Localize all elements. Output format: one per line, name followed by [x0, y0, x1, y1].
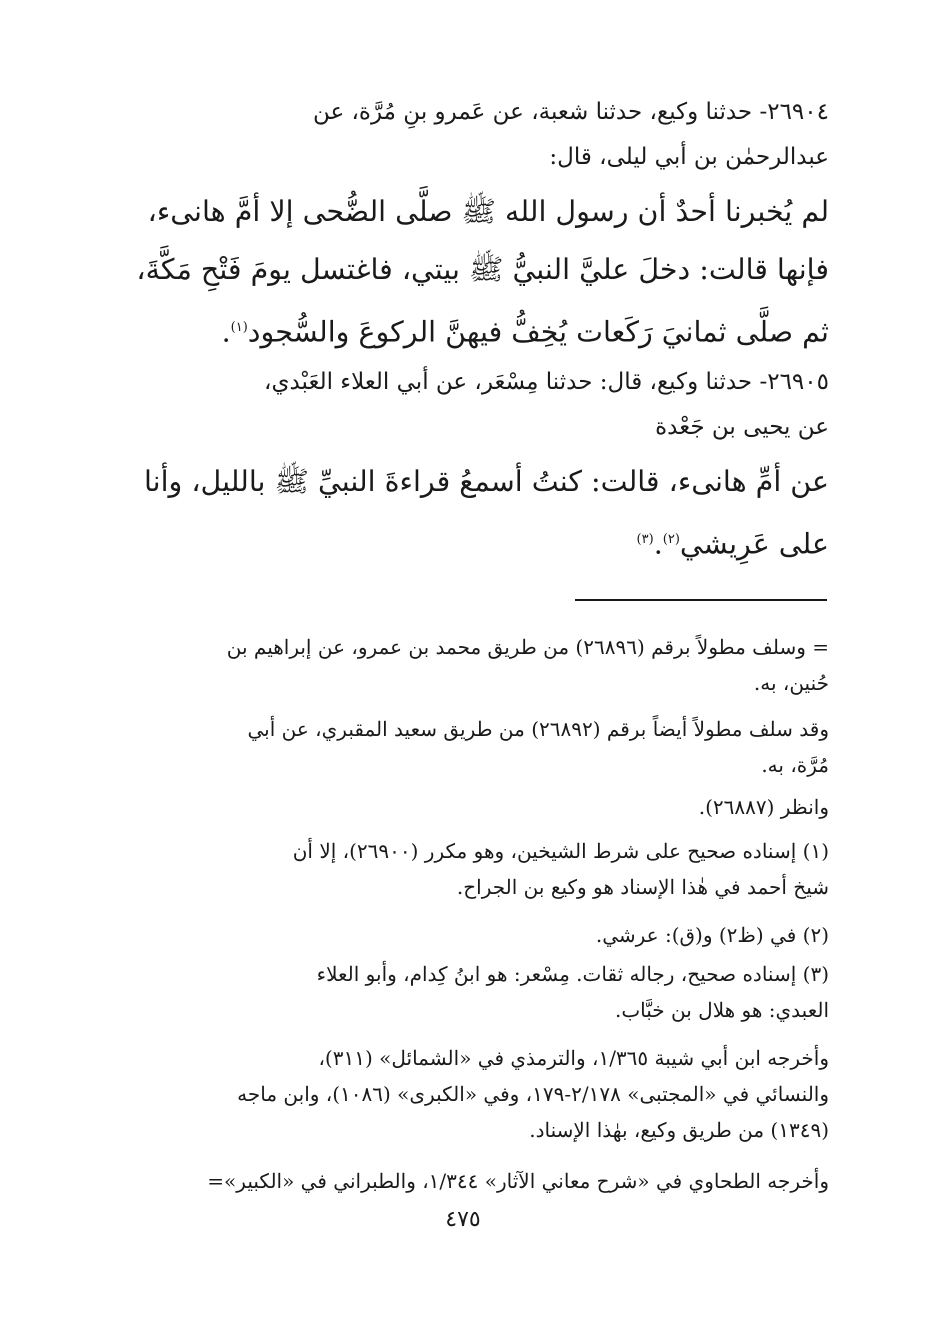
text-line: وقد سلف مطولاً أيضاً برقم (٢٦٨٩٢) من طريق سعيد المقبري، عن أبي: [247, 717, 829, 741]
footnote-continuation-3: [94, 789, 829, 825]
text-line: وأخرجه الطحاوي في «شرح معاني الآثار» ١/٣٤٤، والطبراني في «الكبير»=: [207, 1169, 829, 1193]
footnote-ref: (١): [230, 320, 248, 335]
text-line: (١) إسناده صحيح على شرط الشيخين، وهو مكرر (٢٦٩٠٠)، إلا أن: [292, 839, 829, 863]
text-line: ٢٦٩٠٤- حدثنا وكيع، حدثنا شعبة، عن عَمرو بنِ مُرَّة، عن: [312, 99, 829, 125]
text-line: لم يُخبرنا أحدٌ أن رسول الله ﷺ صلَّى الضُّحى إلا أمَّ هانىء،: [147, 195, 829, 228]
footnote-1: [94, 833, 829, 905]
text-line: فإنها قالت: دخلَ عليَّ النبيُّ ﷺ بيتي، فاغتسل يومَ فَتْحِ مَكَّةَ،: [136, 253, 829, 286]
text-line: وانظر (٢٦٨٨٧).: [698, 795, 829, 819]
hadith-26905-isnad: [94, 360, 829, 450]
page-number: ٤٧٥: [445, 1207, 481, 1232]
footnote-continuation: [94, 629, 829, 701]
text-run: .: [221, 315, 231, 349]
text-line: (٢) في (ظ٢) و(ق): عرشي.: [595, 923, 829, 947]
footnote-ref: (٣): [636, 532, 654, 547]
footnote-3-takhrij: [94, 1040, 829, 1148]
text-line: مُرَّة، به.: [761, 753, 829, 777]
footnote-3: [94, 956, 829, 1028]
text-line: حُنين، به.: [753, 671, 829, 695]
text-line: عن يحيى بن جَعْدة: [655, 414, 829, 440]
hadith-26905-matn: [94, 453, 829, 574]
text-line: عبدالرحمٰن بن أبي ليلى، قال:: [549, 144, 829, 170]
footnote-3-takhrij-2: [94, 1163, 829, 1199]
text-run: .: [653, 527, 663, 561]
hadith-26904-isnad: [94, 90, 829, 180]
footnote-2: [94, 917, 829, 953]
footnote-separator: [575, 599, 827, 601]
text-line: العبدي: هو هلال بن خبَّاب.: [614, 998, 829, 1022]
text-line: (٣) إسناده صحيح، رجاله ثقات. مِسْعر: هو ابنُ كِدام، وأبو العلاء: [316, 962, 829, 986]
text-line: [94, 511, 829, 574]
text-run: على عَرِيشي: [679, 527, 829, 561]
text-line: = وسلف مطولاً برقم (٢٦٨٩٦) من طريق محمد بن عمرو، عن إبراهيم بن: [226, 635, 829, 659]
text-line: والنسائي في «المجتبى» ٢/١٧٨-١٧٩، وفي «الكبرى» (١٠٨٦)، وابن ماجه: [237, 1082, 829, 1106]
text-line: عن أمِّ هانىء، قالت: كنتُ أسمعُ قراءةَ النبيِّ ﷺ بالليل، وأنا: [143, 465, 829, 498]
text-line: [94, 299, 829, 362]
text-run: ثم صلَّى ثمانيَ رَكَعات يُخِفُّ فيهنَّ الركوعَ والسُّجود: [247, 315, 829, 349]
footnote-ref: (٢): [662, 532, 680, 547]
footnote-continuation-2: [94, 711, 829, 783]
hadith-26904-matn: [94, 183, 829, 362]
text-line: شيخ أحمد في هٰذا الإسناد هو وكيع بن الجراح.: [456, 875, 829, 899]
text-line: وأخرجه ابن أبي شيبة ١/٣٦٥، والترمذي في «الشمائل» (٣١١)،: [318, 1046, 829, 1070]
text-line: ٢٦٩٠٥- حدثنا وكيع، قال: حدثنا مِسْعَر، عن أبي العلاء العَبْدي،: [264, 369, 829, 395]
text-line: (١٣٤٩) من طريق وكيع، بهٰذا الإسناد.: [529, 1118, 829, 1142]
